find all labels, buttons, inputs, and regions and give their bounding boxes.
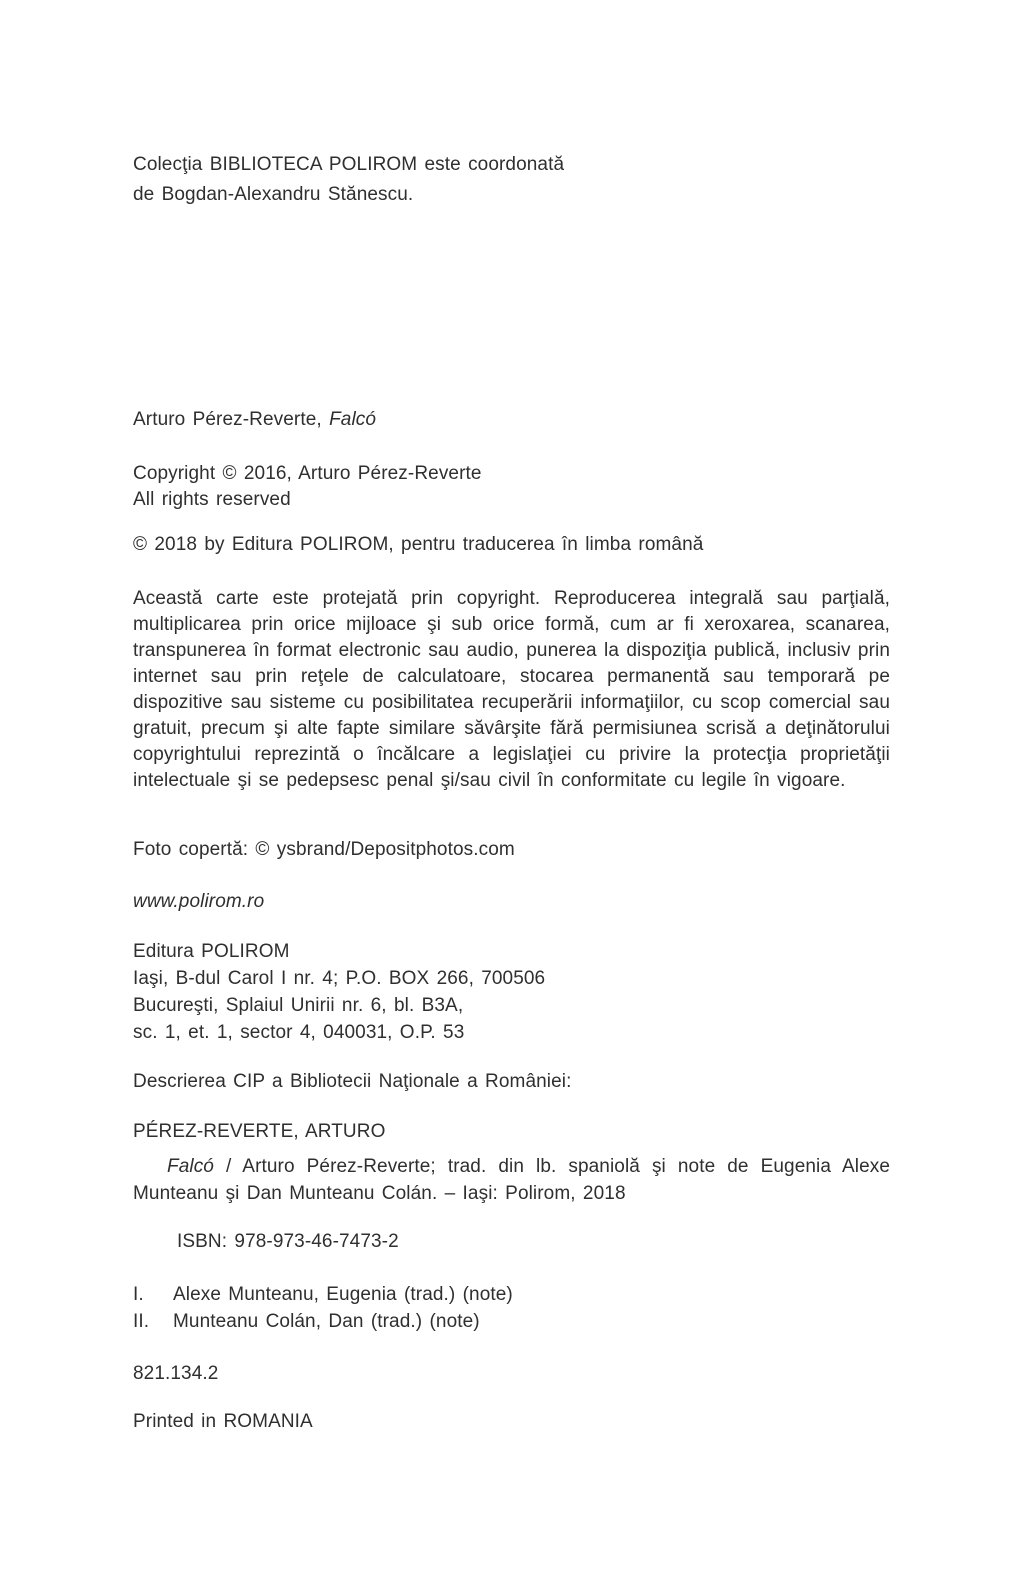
contributor-text-2: Munteanu Colán, Dan (trad.) (note) (173, 1311, 480, 1332)
legal-notice-paragraph: Această carte este protejată prin copyright. Reproducerea integrală sau parţială, multiplicarea prin orice mijloace şi sub orice formă, cum ar fi xeroxarea, scanarea, transpunerea în format electronic sau audio, punerea la dispoziţia publică, inclusiv prin internet sau prin reţele de calculatoare, stocarea permanentă sau temporară pe dispozitive sau sisteme cu posibilitatea recuperării informaţiilor, cu scop comercial sau gratuit, precum şi alte fapte similare săvârşite fără permisiunea scrisă a deţinătorului copyrightului reprezintă o încălcare a legislaţiei cu privire la protecţia proprietăţii intelectuale şi se pedepsesc penal şi/sau civil în conformitate cu legile în vigoare. (133, 588, 890, 791)
collection-note (133, 150, 890, 210)
udc-number: 821.134.2 (133, 1363, 219, 1384)
cip-entry-rest: / Arturo Pérez-Reverte; trad. din lb. spaniolă şi note de Eugenia Alexe Munteanu şi Dan Munteanu Colán. – Iaşi: Polirom, 2018 (133, 1156, 890, 1204)
publisher-address-iasi: Iaşi, B-dul Carol I nr. 4; P.O. BOX 266, 700506 (133, 968, 546, 989)
book-title: Falcó (329, 409, 377, 430)
publisher-website: www.polirom.ro (133, 891, 265, 912)
contributor-row-1 (133, 1281, 890, 1308)
contributor-numeral-2: II. (133, 1311, 150, 1332)
collection-note-line2: de Bogdan-Alexandru Stănescu. (133, 184, 414, 205)
cover-photo-credit: Foto copertă: © ysbrand/Depositphotos.com (133, 839, 515, 860)
cip-author: PÉREZ-REVERTE, ARTURO (133, 1121, 386, 1142)
cip-entry-title: Falcó (167, 1156, 214, 1177)
cip-entry (133, 1153, 890, 1207)
contributor-text-1: Alexe Munteanu, Eugenia (trad.) (note) (173, 1284, 513, 1305)
collection-note-line1: Colecţia BIBLIOTECA POLIROM este coordonată (133, 154, 565, 175)
author-title-line (133, 406, 890, 433)
contributors-list (133, 1281, 890, 1335)
contributor-numeral-1: I. (133, 1284, 144, 1305)
copyright-year-line: Copyright © 2016, Arturo Pérez-Reverte (133, 463, 482, 484)
author-name: Arturo Pérez-Reverte, (133, 409, 330, 430)
rights-reserved-line: All rights reserved (133, 489, 291, 510)
translation-copyright: © 2018 by Editura POLIROM, pentru traducerea în limba română (133, 534, 704, 555)
original-copyright (133, 461, 890, 513)
isbn-line: ISBN: 978-973-46-7473-2 (177, 1231, 399, 1252)
publisher-name: Editura POLIROM (133, 941, 290, 962)
publisher-address-detail: sc. 1, et. 1, sector 4, 040031, O.P. 53 (133, 1022, 465, 1043)
cip-heading: Descrierea CIP a Bibliotecii Naţionale a României: (133, 1071, 572, 1092)
publisher-address-bucuresti: Bucureşti, Splaiul Unirii nr. 6, bl. B3A, (133, 995, 464, 1016)
contributor-row-2 (133, 1308, 890, 1335)
printed-in-line: Printed in ROMANIA (133, 1411, 313, 1432)
publisher-address-block (133, 938, 890, 1046)
